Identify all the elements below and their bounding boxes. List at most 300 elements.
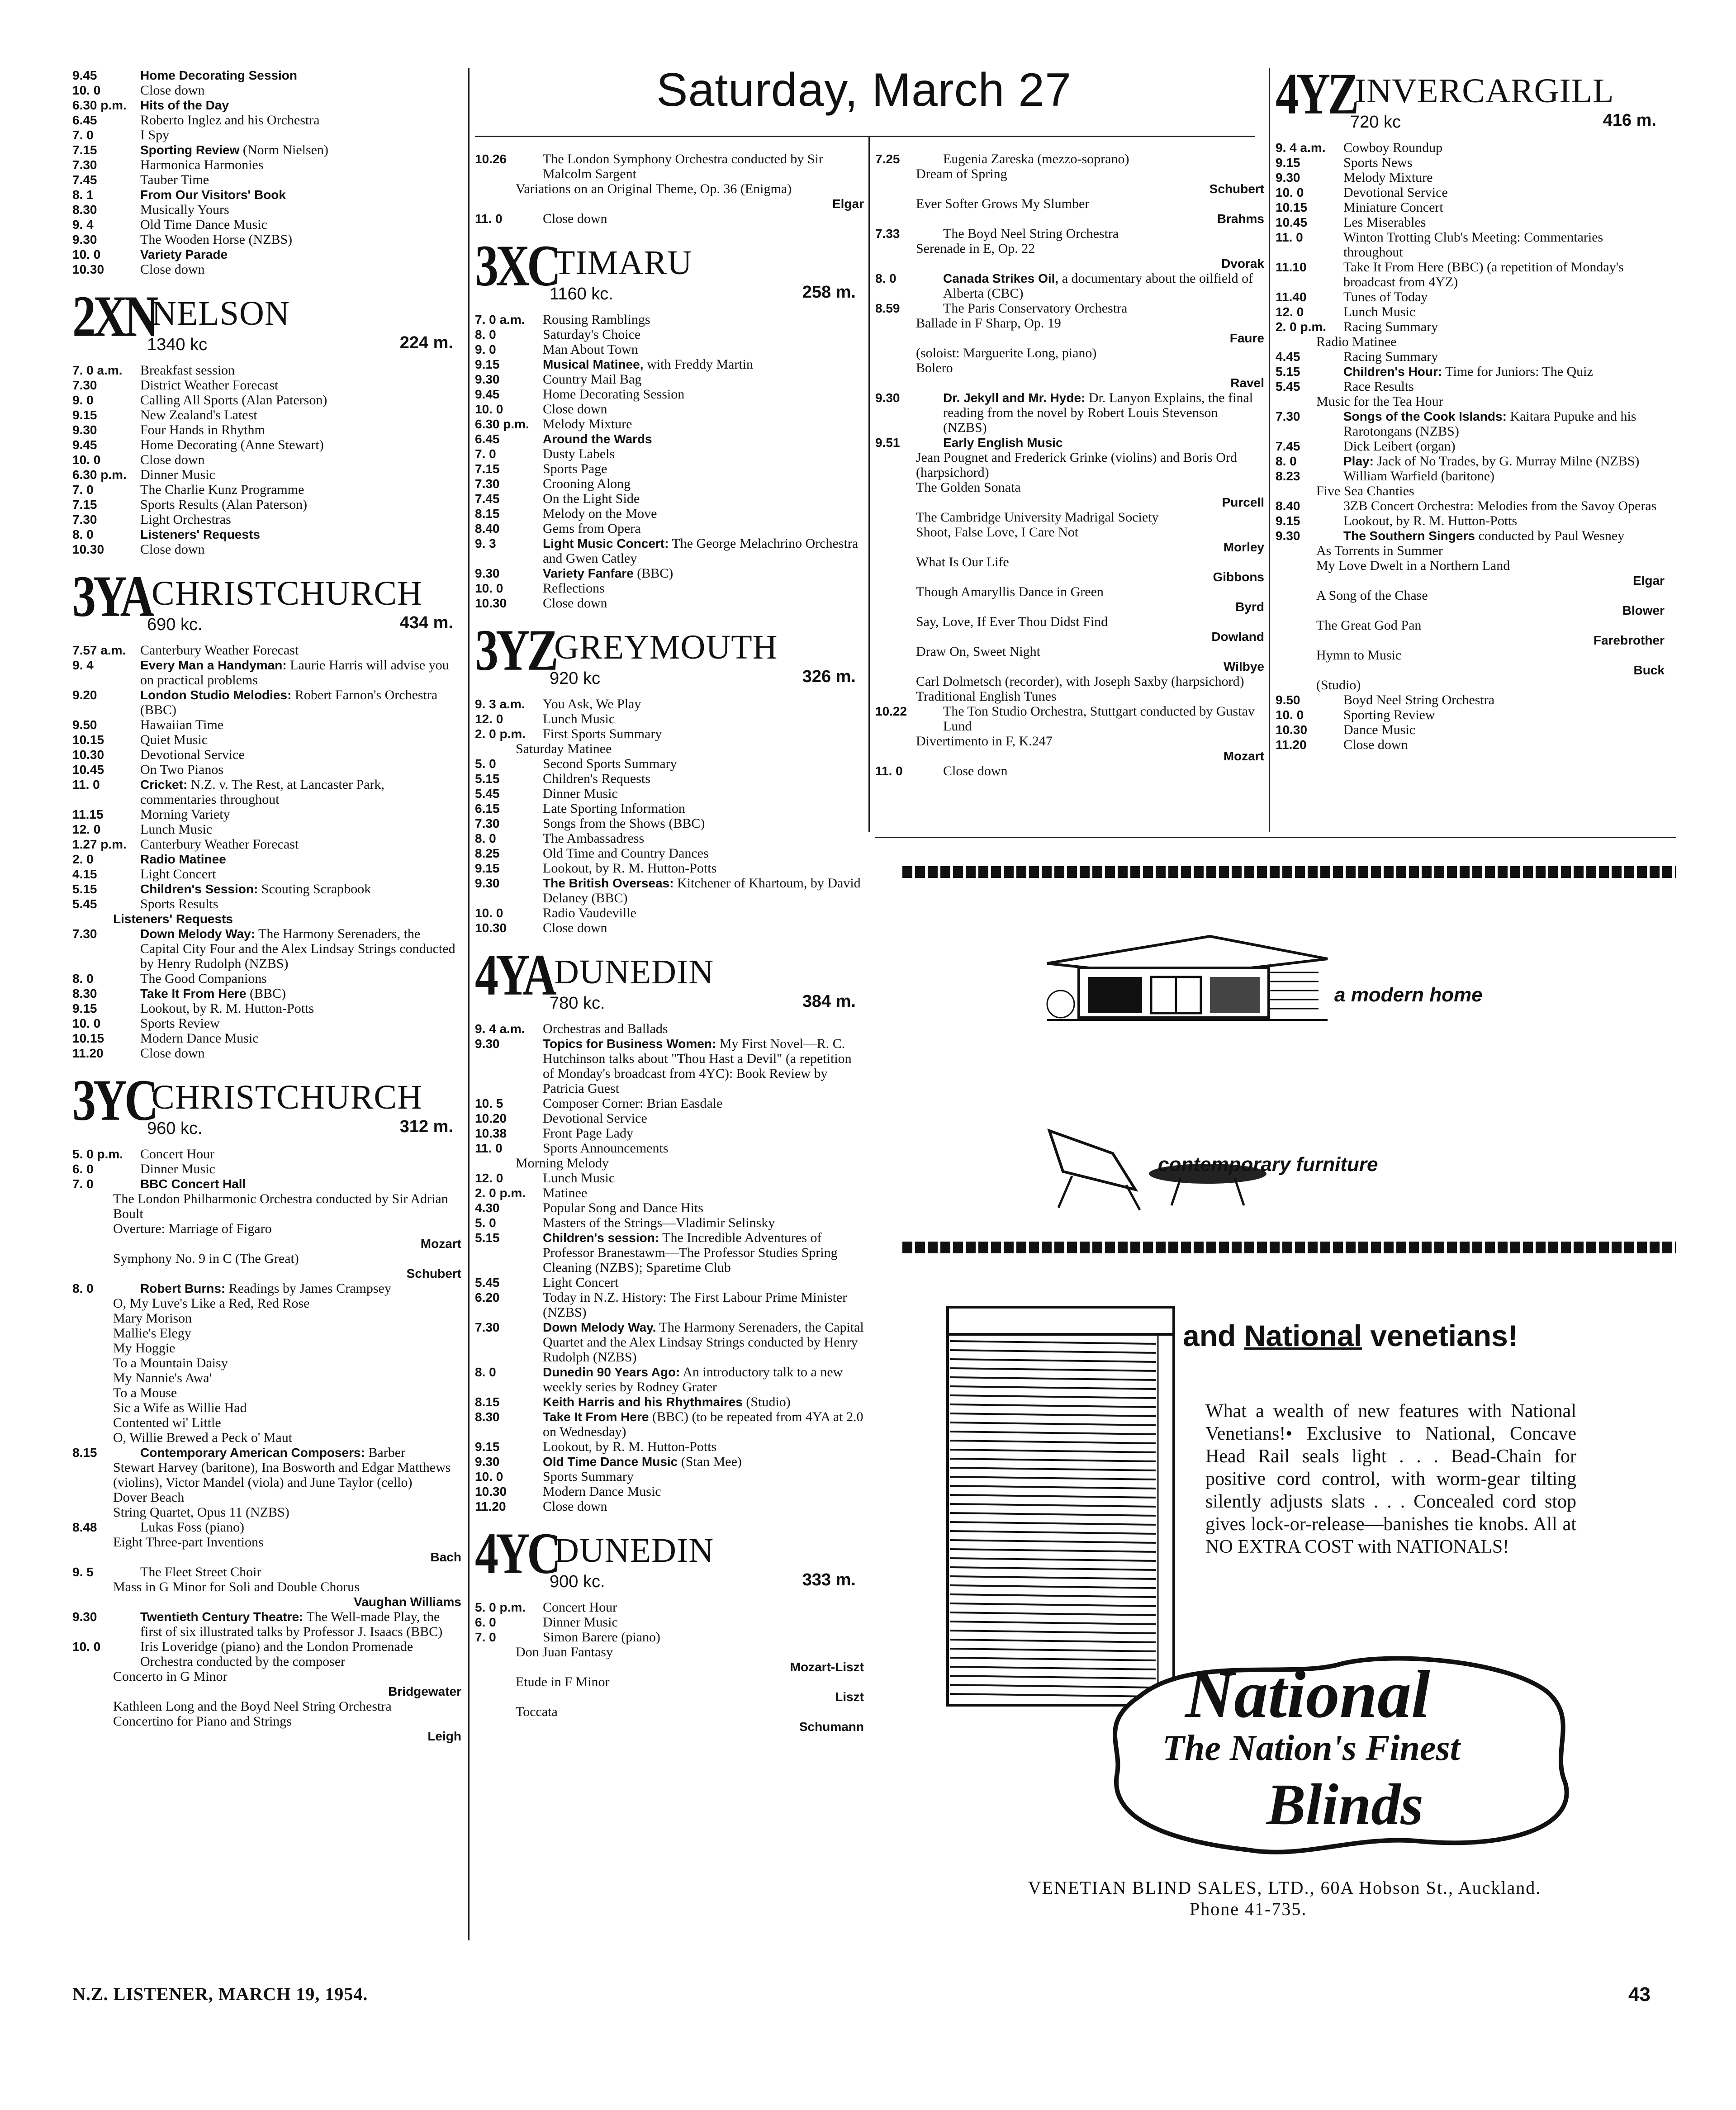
programme-title: Mallie's Elegy [113,1326,191,1341]
composer: Buck [1633,663,1665,677]
programme-title: Lunch Music [1343,304,1416,319]
footer-publication: N.Z. LISTENER, MARCH 19, 1954. [72,1984,368,2004]
programme-time: 8. 0 [1276,454,1297,468]
station-call-sign: 3XC [475,233,559,299]
programme-title: Canterbury Weather Forecast [140,837,299,852]
programme-item [875,152,1264,166]
station-city: DUNEDIN [554,953,714,991]
programme-time: 11. 0 [475,1141,503,1155]
composer: Schubert [1209,182,1264,196]
programme-title: Lunch Music [543,711,615,726]
programme-title: Country Mail Bag [543,372,642,387]
programme-time: 8.40 [475,522,500,536]
programme-item [875,271,1264,301]
blind-slat [950,1377,1156,1380]
programme-item [72,1565,461,1579]
programme-time: 10. 0 [475,1470,503,1484]
programme-item [475,801,864,816]
programme-item [475,581,864,596]
programme-list-3xc [475,312,864,611]
programme-item [72,1221,461,1251]
programme-item [72,497,461,512]
blind-slat [950,1486,1156,1489]
programme-title: The Boyd Neel String Orchestra [943,226,1119,241]
programme-time: 7.30 [475,1320,500,1334]
programme-item [475,566,864,581]
programme-list-2xn [72,363,461,557]
composer: Mozart [1223,749,1264,763]
programme-title: Light Music Concert: The George Melachrino Orchestra and Gwen Catley [543,536,859,566]
programme-time: 9. 4 [72,658,94,672]
programme-item [72,1341,461,1356]
programme-title: The London Symphony Orchestra conducted by Sir Malcolm Sargent [543,152,823,181]
programme-title: Lookout, by R. M. Hutton-Potts [140,1001,314,1016]
programme-item [475,1600,864,1615]
programme-title: Canada Strikes Oil, a documentary about the oilfield of Alberta (CBC) [943,271,1253,301]
programme-title: Breakfast session [140,363,235,378]
programme-title: Hawaiian Time [140,717,224,732]
programme-time: 2. 0 p.m. [475,1186,526,1200]
programme-time: 9.30 [475,566,500,580]
programme-item [875,555,1264,584]
programme-item [72,1281,461,1296]
station-city: NELSON [152,294,290,332]
programme-time: 5. 0 [475,1216,496,1230]
programme-title: Dinner Music [140,1162,215,1176]
programme-title: Rousing Ramblings [543,312,650,327]
programme-title: Man About Town [543,342,638,357]
programme-title: Etude in F Minor [516,1674,610,1689]
programme-title: Around the Wards [543,432,652,446]
programme-item [475,1320,864,1365]
programme-time: 11.15 [72,807,104,821]
programme-time: 8.59 [875,301,900,315]
programme-item [72,1520,461,1535]
programme-title: Contemporary American Composers: Barber [140,1445,405,1460]
station-city: TIMARU [554,244,693,282]
programme-title: Ever Softer Grows My Slumber [916,196,1090,211]
blind-slat [950,1413,1156,1416]
blind-slat [950,1350,1156,1353]
programme-item [475,1439,864,1454]
programme-item [475,1171,864,1185]
station-city: CHRISTCHURCH [152,1078,422,1116]
programme-title: Robert Burns: Readings by James Crampsey [140,1281,391,1296]
programme-title: As Torrents in Summer [1316,543,1443,558]
programme-item [72,747,461,762]
programme-item [475,1021,864,1036]
programme-time: 12. 0 [1276,305,1304,319]
programme-item [475,476,864,491]
blind-slat [950,1549,1156,1552]
programme-title: Serenade in E, Op. 22 [916,241,1035,256]
column-rule [1269,68,1270,832]
column-rule [468,68,470,1940]
blind-slat [950,1477,1156,1479]
programme-title: Bolero [916,360,953,375]
programme-title-lead: Take It From Here [140,986,247,1000]
ad-headline-prefix: and [1183,1319,1244,1352]
blind-slat [950,1540,1156,1543]
programme-title: 3ZB Concert Orchestra: Melodies from the Savoy Operas [1343,498,1657,513]
blind-slat [950,1576,1156,1579]
programme-title: Variety Fanfare (BBC) [543,566,674,581]
programme-item [1276,230,1665,260]
programme-title: Radio Matinee [1316,334,1397,349]
programme-list-4yc [475,1600,864,1734]
composer: Ravel [1230,376,1264,390]
programme-time: 7.15 [72,143,97,157]
programme-time: 6.45 [72,113,97,127]
programme-title: String Quartet, Opus 11 (NZBS) [113,1505,289,1520]
composer: Mozart-Liszt [790,1660,864,1674]
blind-slat [950,1441,1156,1443]
station-city: DUNEDIN [554,1532,714,1569]
programme-title: Sports Page [543,461,607,476]
programme-item [72,971,461,986]
programme-time: 2. 0 p.m. [475,727,526,741]
programme-item [72,98,461,113]
programme-title: Gems from Opera [543,521,641,536]
programme-item [72,363,461,378]
programme-item [475,596,864,611]
programme-item [72,202,461,217]
programme-item [475,846,864,861]
programme-item [72,822,461,837]
station-frequency: 900 kc. [550,1572,605,1591]
programme-item [72,1016,461,1031]
ad-address [954,1877,1615,1920]
programme-time: 10.15 [72,733,104,747]
blind-slat [950,1404,1156,1407]
programme-item [1276,334,1665,349]
programme-title: Tunes of Today [1343,289,1428,304]
programme-item [72,1356,461,1370]
programme-title: Children's session: The Incredible Adventures of Professor Branestawm—The Professor Studies Spring Cleaning (NZBS); Sparetime Club [543,1230,838,1275]
programme-item [475,312,864,327]
programme-title: To a Mountain Daisy [113,1356,228,1370]
programme-title: Take It From Here (BBC) (to be repeated from 4YA at 2.0 on Wednesday) [543,1409,863,1439]
programme-title: Jean Pougnet and Frederick Grinke (violins) and Boris Ord (harpsichord) [916,450,1237,480]
programme-time: 9.51 [875,436,900,450]
programme-item [475,431,864,446]
programme-title-lead: Children's Hour: [1343,365,1442,379]
programme-title: Dunedin 90 Years Ago: An introductory talk to a new weekly series by Rodney Grater [543,1365,843,1394]
programme-time: 9. 0 [72,393,94,407]
programme-item [72,1460,461,1490]
programme-title: Stewart Harvey (baritone), Ina Bosworth and Edgar Matthews (violins), Victor Mandel (viola) and June Taylor (cello) [113,1460,451,1490]
blind-slat [950,1459,1156,1461]
programme-time: 10. 0 [475,906,503,920]
programme-time: 7.30 [475,477,500,491]
programme-title: Toccata [516,1704,558,1719]
programme-time: 9.30 [475,876,500,890]
programme-time: 5. 0 p.m. [72,1147,123,1161]
programme-item [475,491,864,506]
programme-title: Take It From Here (BBC) (a repetition of Monday's broadcast from 4YZ) [1343,260,1624,289]
programme-time: 4.15 [72,867,97,881]
programme-title: The Wooden Horse (NZBS) [140,232,293,247]
programme-title: Lunch Music [140,822,213,837]
programme-time: 5.45 [72,897,97,911]
programme-item [475,876,864,906]
programme-item [1276,707,1665,722]
programme-title: Home Decorating Session [543,387,685,402]
ad-address-line: VENETIAN BLIND SALES, LTD., 60A Hobson St., Auckland. [1028,1878,1542,1898]
programme-item [875,346,1264,360]
programme-time: 7. 0 [72,1177,94,1191]
programme-item [72,658,461,688]
programme-time: 10. 0 [72,247,101,261]
station-header-4yz [1276,61,1665,134]
programme-time: 11. 0 [72,778,100,792]
programme-title: The Cambridge University Madrigal Society [916,510,1159,525]
programme-time: 9. 5 [72,1565,94,1579]
programme-title: Kathleen Long and the Boyd Neel String Orchestra [113,1699,392,1714]
station-frequency: 690 kc. [147,615,203,634]
programme-title: Lukas Foss (piano) [140,1520,244,1535]
programme-item [72,1430,461,1445]
station-wavelength: 326 m. [802,667,856,686]
station-city: GREYMOUTH [554,628,778,666]
programme-title: The Paris Conservatory Orchestra [943,301,1128,316]
programme-item [475,1615,864,1630]
programme-title-lead: London Studio Melodies: [140,688,292,702]
programme-title-lead: Dunedin 90 Years Ago: [543,1365,680,1379]
programme-item [875,734,1264,763]
blind-slat [950,1386,1156,1389]
programme-title: Sports Results [140,896,218,911]
programme-title: Old Time and Country Dances [543,846,709,861]
composer: Bach [430,1550,461,1564]
blind-slat [950,1585,1156,1588]
programme-item [475,342,864,357]
programme-title-lead: Canada Strikes Oil, [943,271,1059,285]
programme-item [72,128,461,142]
programme-item [72,378,461,393]
programme-title: Twentieth Century Theatre: The Well-made Play, the first of six illustrated talks by Professor J. Isaacs (BBC) [140,1609,443,1639]
ad-caption-home: a modern home [1334,984,1483,1006]
programme-list-col1-top [72,68,461,277]
programme-title: The Ambassadress [543,831,645,846]
programme-title: (soloist: Marguerite Long, piano) [916,346,1097,360]
programme-time: 8.15 [475,507,500,521]
ad-body-text: What a wealth of new features with National Venetians!• Exclusive to National, Concave Head Rail seals light . . . Bead-Chain for positive cord control, with worm-gear tilting silently adjusts slats . . . Concealed cord stop gives lock-or-release—banishes tie knobs. All at NO EXTRA COST with NATIONALS! [1205,1401,1576,1557]
programme-title: Morning Melody [516,1156,609,1171]
column-rule [868,136,870,832]
programme-item [1276,513,1665,528]
programme-time: 5. 0 [475,757,496,771]
programme-item [475,372,864,387]
programme-title: Musically Yours [140,202,229,217]
programme-title: The Ton Studio Orchestra, Stuttgart conducted by Gustav Lund [943,704,1255,734]
programme-title: The Charlie Kunz Programme [140,482,304,497]
programme-title: Light Concert [543,1275,619,1290]
programme-item [475,1185,864,1200]
programme-time: 9. 4 [72,218,94,232]
programme-time: 9.30 [72,232,97,247]
programme-item [1276,155,1665,170]
programme-time: 7. 0 [72,128,94,142]
programme-title: Topics for Business Women: My First Novel—R. C. Hutchinson talks about "Thou Hast a Devil" (a repetition of Monday's broadcast from 4YC): Book Review by Patricia Guest [543,1036,852,1096]
programme-item [875,435,1264,450]
programme-title-lead: Musical Matinee, [543,357,644,371]
programme-time: 7.30 [1276,409,1300,423]
programme-time: 7.15 [72,498,97,512]
programme-item [1276,319,1665,334]
programme-title: My Nannie's Awa' [113,1370,212,1385]
programme-time: 5.45 [475,787,500,801]
programme-title: Listeners' Requests [140,527,260,541]
programme-item [875,226,1264,241]
programme-item [475,756,864,771]
programme-item [72,527,461,542]
programme-time: 10.30 [475,921,507,935]
programme-time: 10. 0 [1276,708,1304,722]
programme-title: Cowboy Roundup [1343,140,1443,155]
programme-item [875,674,1264,689]
programme-title: Lookout, by R. M. Hutton-Potts [1343,513,1518,528]
programme-title: Five Sea Chanties [1316,484,1414,498]
programme-time: 9.30 [475,1455,500,1469]
programme-title: Devotional Service [1343,185,1448,200]
programme-title: Race Results [1343,379,1414,394]
programme-time: 9.20 [72,688,97,702]
programme-title-lead: Every Man a Handyman: [140,658,287,672]
programme-time: 6. 0 [72,1162,94,1176]
programme-item [475,402,864,417]
programme-item [1276,678,1665,692]
programme-title: Masters of the Strings—Vladimir Selinsky [543,1215,775,1230]
station-header-2xn [72,284,461,356]
programme-item [72,1370,461,1385]
station-call-sign: 4YC [475,1521,559,1586]
programme-item [1276,484,1665,498]
programme-title: Don Juan Fantasy [516,1645,613,1660]
programme-title: Close down [543,402,607,417]
programme-title: Symphony No. 9 in C (The Great) [113,1251,299,1266]
programme-title: Home Decorating Session [140,68,297,82]
programme-title: District Weather Forecast [140,378,279,393]
programme-item [72,1176,461,1191]
programme-title: From Our Visitors' Book [140,188,286,202]
programme-item [475,726,864,741]
programme-item [475,1630,864,1645]
programme-item [72,807,461,822]
programme-item [475,506,864,521]
programme-time: 10. 0 [72,453,101,467]
programme-title: BBC Concert Hall [140,1177,246,1191]
programme-time: 10.45 [72,763,104,777]
composer: Morley [1223,540,1264,554]
programme-time: 9.30 [1276,171,1300,185]
programme-title: On Two Pianos [140,762,224,777]
station-frequency: 1340 kc [147,335,208,354]
programme-title: To a Mouse [113,1385,177,1400]
ad-phone: Phone 41-735. [1190,1899,1307,1919]
station-header-4ya [475,942,864,1015]
programme-time: 9.30 [72,423,97,437]
programme-title: Hits of the Day [140,98,229,112]
programme-item [1276,260,1665,289]
programme-item [475,711,864,726]
programme-title: Children's Hour: Time for Juniors: The Quiz [1343,364,1593,379]
programme-item [72,232,461,247]
logo-blinds: Blinds [1266,1772,1423,1837]
programme-time: 5. 0 p.m. [475,1600,526,1614]
programme-item [72,852,461,867]
programme-title: Light Orchestras [140,512,231,527]
programme-time: 7.57 a.m. [72,643,126,657]
programme-title: Traditional English Tunes [916,689,1057,704]
programme-title: Draw On, Sweet Night [916,644,1040,659]
programme-title: Songs of the Cook Islands: Kaitara Pupuke and his Rarotongans (NZBS) [1343,409,1636,439]
programme-title: Radio Matinee [140,852,226,866]
programme-time: 8. 0 [475,1365,496,1379]
programme-title: Carl Dolmetsch (recorder), with Joseph Saxby (harpsichord) [916,674,1244,689]
programme-time: 7.33 [875,227,900,241]
programme-list-4ya [475,1021,864,1514]
programme-time: 10. 0 [72,1640,101,1654]
composer: Elgar [1632,574,1665,588]
page-title: Saturday, March 27 [656,64,1072,116]
programme-title: Racing Summary [1343,349,1438,364]
programme-title: (Studio) [1316,678,1361,692]
programme-item [72,1639,461,1669]
programme-title: Close down [543,920,607,935]
programme-title: Divertimento in F, K.247 [916,734,1053,749]
programme-title: Front Page Lady [543,1126,633,1141]
programme-item [475,1200,864,1215]
programme-title: Sic a Wife as Willie Had [113,1400,247,1415]
programme-item [72,482,461,497]
programme-time: 11.40 [1276,290,1307,304]
station-call-sign: 2XN [72,284,156,349]
ad-border-top [902,866,1676,878]
composer: Gibbons [1213,570,1264,584]
composer: Leigh [427,1729,461,1743]
programme-item [475,1126,864,1141]
blind-slat [950,1594,1156,1597]
programme-item [1276,304,1665,319]
programme-item [72,1046,461,1061]
programme-item [475,1156,864,1171]
programme-item [475,1141,864,1156]
programme-item [1276,498,1665,513]
programme-time: 12. 0 [475,712,503,726]
programme-time: 8.30 [72,203,97,217]
programme-time: 9.50 [1276,693,1300,707]
programme-title-lead: Children's session: [543,1231,659,1245]
programme-time: 9. 0 [475,342,496,356]
programme-time: 5.15 [475,772,500,786]
programme-title: Ballade in F Sharp, Op. 19 [916,316,1061,331]
programme-time: 9.50 [72,718,97,732]
programme-title-lead: Down Melody Way: [140,927,256,941]
programme-time: 10.30 [72,262,104,276]
programme-title: Today in N.Z. History: The First Labour Prime Minister (NZBS) [543,1290,847,1320]
programme-title: Concert Hour [543,1600,617,1615]
programme-title: Play: Jack of No Trades, by G. Murray Milne (NZBS) [1343,454,1640,469]
programme-time: 8.48 [72,1520,97,1534]
programme-time: 10.45 [1276,215,1308,229]
programme-title: William Warfield (baritone) [1343,469,1495,484]
station-header-3yc [72,1067,461,1140]
station-city: INVERCARGILL [1355,72,1614,110]
programme-title: Down Melody Way: The Harmony Serenaders, the Capital City Four and the Alex Lindsay Strings conducted by Henry Rudolph (NZBS) [140,926,455,971]
programme-time: 7. 0 [475,447,496,461]
programme-list-4yz [1276,140,1665,752]
